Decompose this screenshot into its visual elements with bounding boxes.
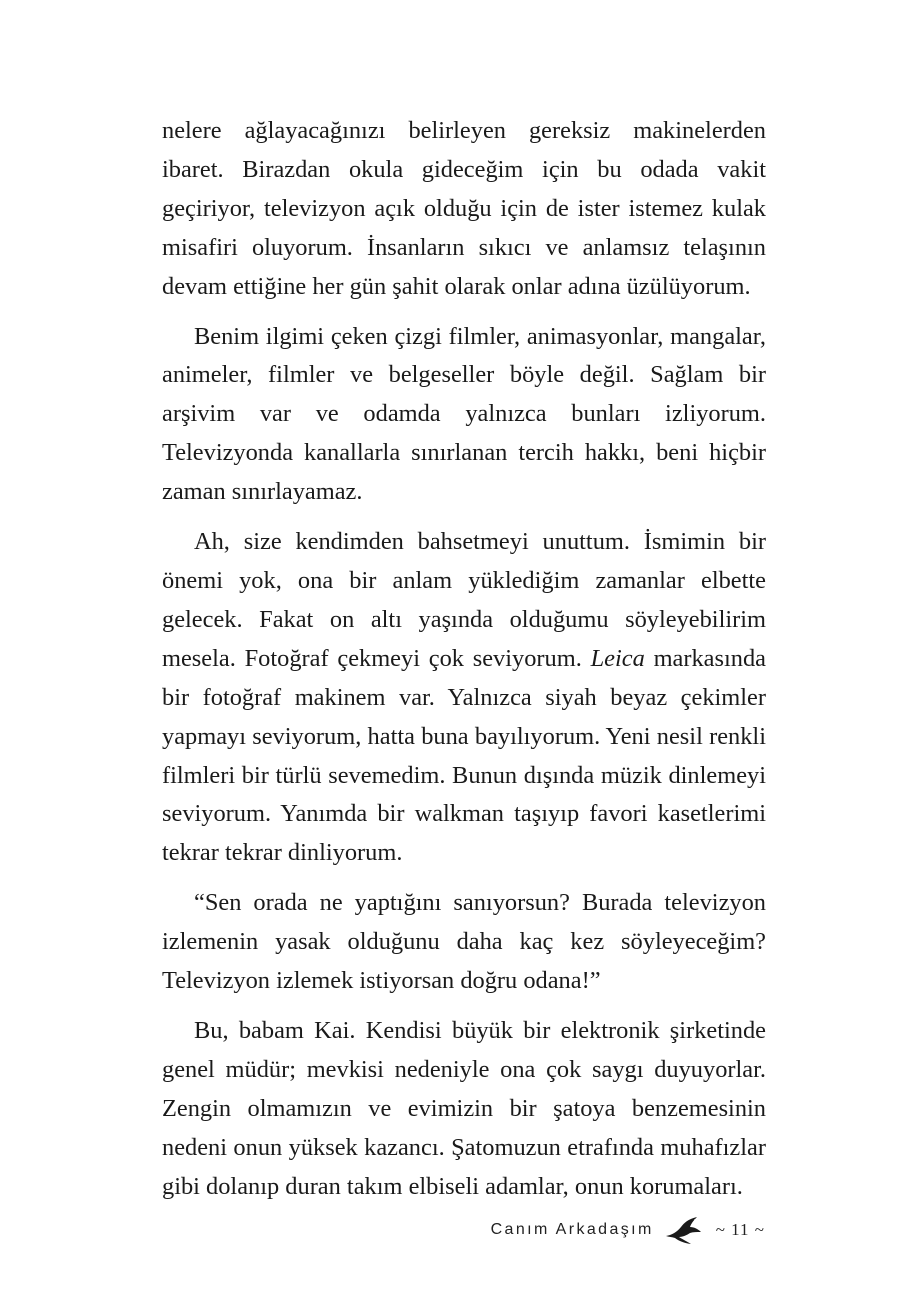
brand-name-emphasis: Leica <box>590 644 645 672</box>
paragraph-4-quote: “Sen orada ne yaptığını sanıyorsun? Burada televizyon izlemenin yasak olduğunu daha kaç kez söyleyeceğim? Televizyon izlemek istiyorsan doğru odana!” <box>162 889 766 995</box>
swallow-bird-icon <box>664 1215 704 1245</box>
paragraph-3-text-after: markasında bir fotoğraf makinem var. Yalnızca siyah beyaz çekimler yapmayı seviyorum, hatta buna bayılıyorum. Yeni nesil renkli filmleri bir türlü sevemedim. Bunun dışında müzik dinlemeyi seviyorum. Yanımda bir walkman taşıyıp favori kasetlerimi tekrar tekrar dinliyorum. <box>162 644 766 867</box>
paragraph-5: Bu, babam Kai. Kendisi büyük bir elektronik şirketinde genel müdür; mevkisi nedeniyle ona çok saygı duyuyorlar. Zengin olmamızın ve evimizin bir şatoya benzemesinin nedeni onun yüksek kazancı. Şatomuzun etrafında muhafızlar gibi dolanıp duran takım elbiseli adamlar, onun korumaları. <box>162 1016 766 1200</box>
page-body <box>162 112 766 1206</box>
paragraph-3-text-before: Ah, size kendimden bahsetmeyi unuttum. İsmimin bir önemi yok, ona bir anlam yüklediğim zamanlar elbette gelecek. Fakat on altı yaşında olduğumu söyleyebilirim mesela. Fotoğraf çekmeyi çok seviyorum. <box>162 528 766 672</box>
page-footer <box>0 1212 765 1248</box>
page-number: ~ 11 ~ <box>715 1220 765 1239</box>
running-book-title: Canım Arkadaşım <box>490 1221 654 1238</box>
paragraph-2: Benim ilgimi çeken çizgi filmler, animasyonlar, mangalar, animeler, filmler ve belgeseller böyle değil. Sağlam bir arşivim var ve odamda yalnızca bunları izliyorum. Televizyonda kanallarla sınırlanan tercih hakkı, beni hiçbir zaman sınırlayamaz. <box>162 322 766 506</box>
paragraph-3 <box>162 523 766 873</box>
paragraph-1: nelere ağlayacağınızı belirleyen gereksiz makinelerden ibaret. Birazdan okula gideceğim için bu odada vakit geçiriyor, televizyon açık olduğu için de ister istemez kulak misafiri oluyorum. İnsanların sıkıcı ve anlamsız telaşının devam ettiğine her gün şahit olarak onlar adına üzülüyorum. <box>162 117 766 300</box>
